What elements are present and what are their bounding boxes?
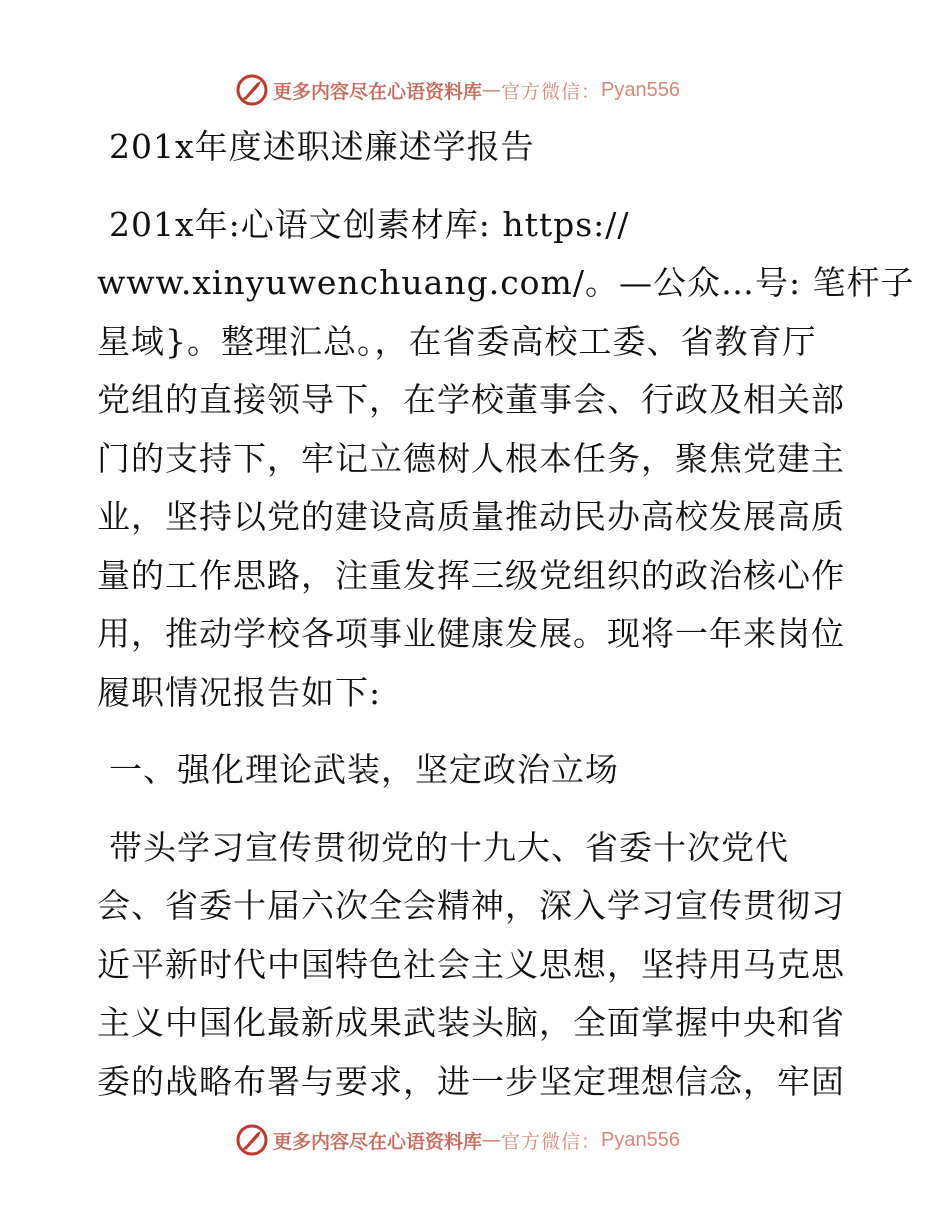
watermark-wechat-label: 官方微信： [501, 80, 602, 103]
watermark-dash: — [482, 79, 502, 101]
intro-line: 用，推动学校各项事业健康发展。现将一年来岗位 [97, 614, 845, 653]
section-line: 委的战略布署与要求，进一步坚定理想信念，牢固 [97, 1061, 845, 1101]
section-line: 近平新时代中国特色社会主义思想，坚持用马克思 [97, 944, 845, 984]
section-line: 会、省委十届六次全会精神，深入学习宣传贯彻习 [97, 886, 845, 925]
intro-line: 星域}。整理汇总。，在省委高校工委、省教育厅 [97, 321, 817, 361]
intro-line: www.xinyuwenchuang.com/。—公众…号: 笔杆子 [97, 263, 915, 302]
intro-line: 门的支持下，牢记立德树人根本任务，聚焦党建主 [97, 438, 845, 478]
intro-line: 党组的直接领导下，在学校董事会、行政及相关部 [97, 380, 845, 419]
watermark-wechat-label: 官方微信： [501, 1130, 602, 1153]
watermark-text: 更多内容尽在心语资料库 [273, 80, 483, 103]
document-body [97, 118, 915, 1111]
section-heading: 一、强化理论武装，坚定政治立场 [109, 750, 619, 789]
watermark-header [235, 72, 680, 108]
intro-line: 201x年:心语文创素材库: https:// [109, 204, 630, 244]
intro-line: 履职情况报告如下: [97, 672, 382, 712]
quill-logo-icon [235, 1123, 269, 1157]
intro-line: 量的工作思路，注重发挥三级党组织的政治核心作 [97, 555, 845, 595]
watermark-wechat-id: Pyan556 [601, 78, 680, 101]
watermark-text: 更多内容尽在心语资料库 [273, 1130, 483, 1153]
quill-logo-icon [235, 73, 269, 107]
section-line: 带头学习宣传贯彻党的十九大、省委十次党代 [109, 827, 789, 867]
document-title: 201x年度述职述廉述学报告 [109, 127, 535, 166]
intro-line: 业，坚持以党的建设高质量推动民办高校发展高质 [97, 497, 845, 536]
section-line: 主义中国化最新成果武装头脑，全面掌握中央和省 [97, 1003, 845, 1042]
watermark-dash: — [482, 1129, 502, 1151]
watermark-footer [235, 1122, 680, 1158]
watermark-wechat-id: Pyan556 [601, 1128, 680, 1151]
